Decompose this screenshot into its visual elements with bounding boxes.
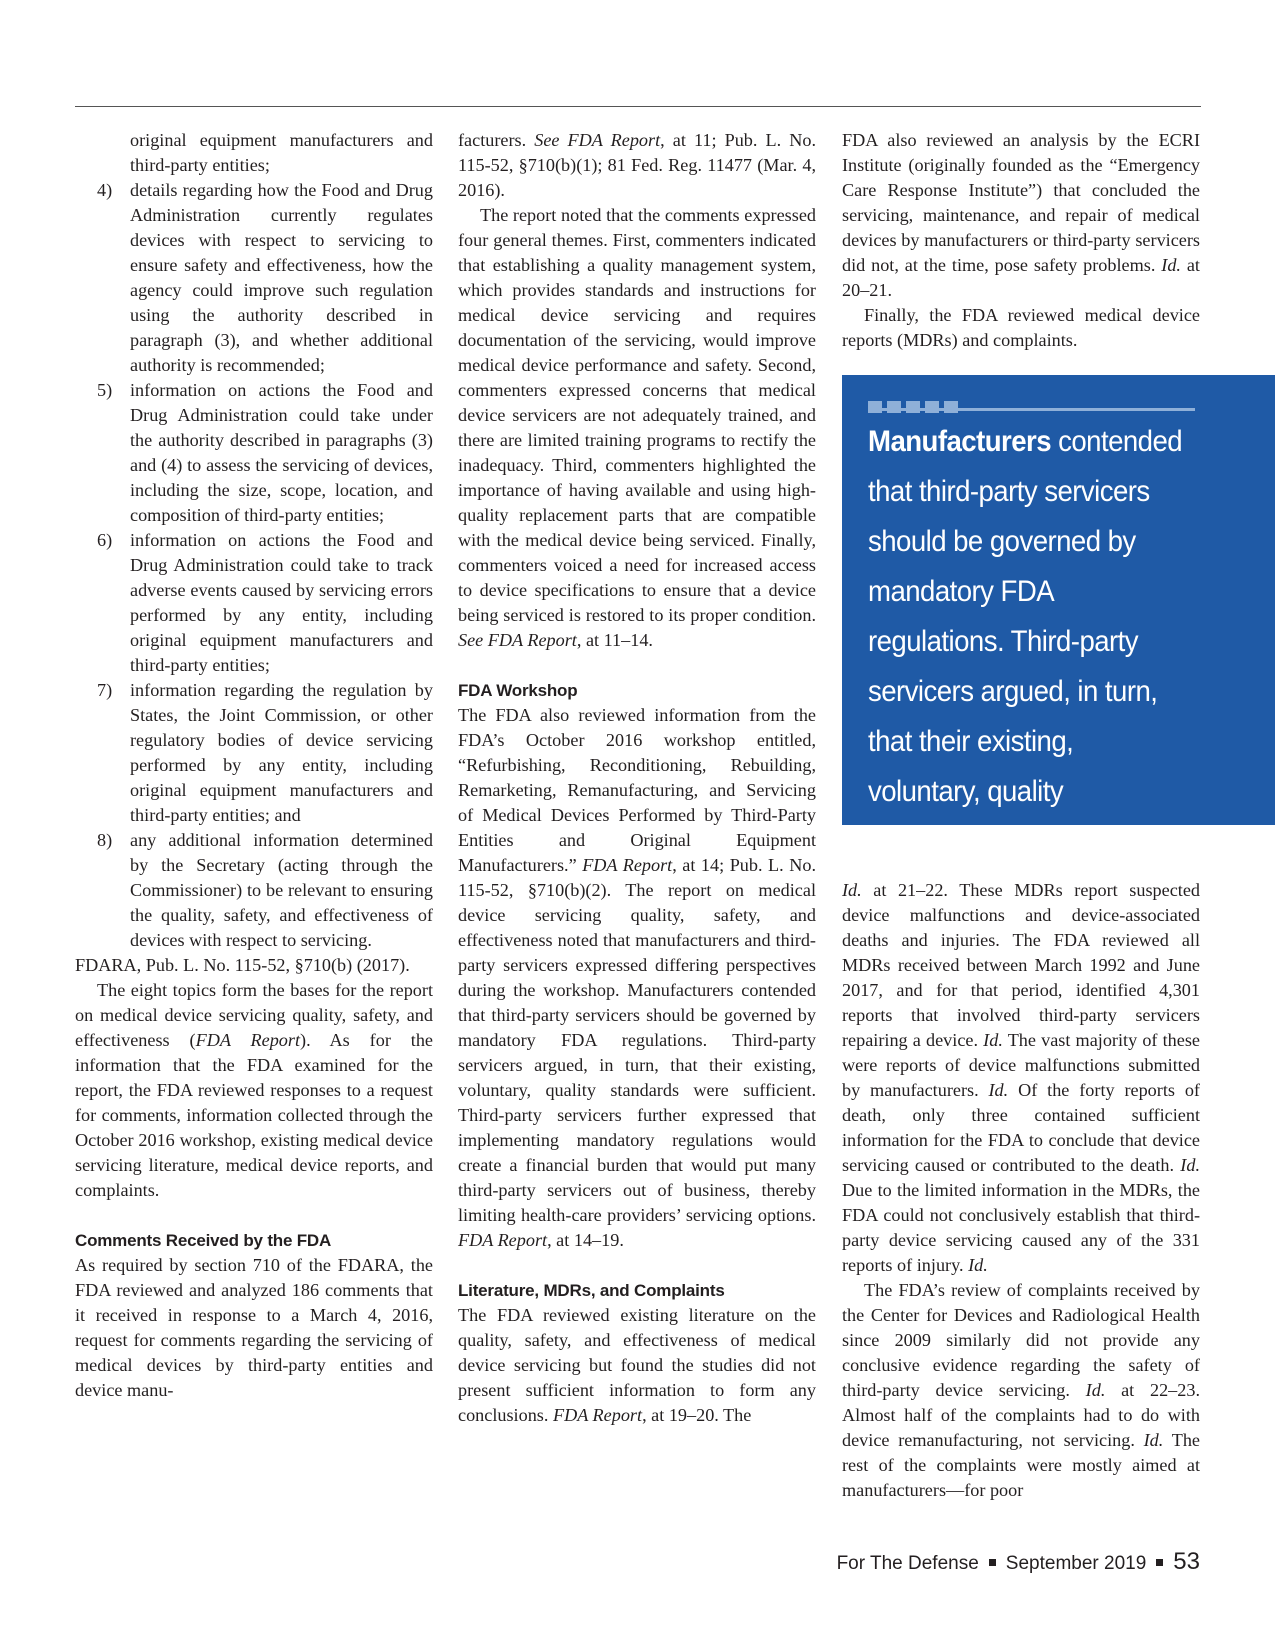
bullet-separator	[1156, 1559, 1163, 1566]
list-item: 6) information on actions the Food and Drug Administration could take to track adverse events caused by servicing errors performed by any entity, including original equipment manufacturers and third-party entities;	[97, 530, 433, 675]
paragraph: The FDA reviewed existing literature on the quality, safety, and effectiveness of medical device servicing but found the studies did not present sufficient information to form any conclusions. FDA Report, at 19–20. The	[458, 1305, 816, 1425]
list-item: 8) any additional information determined by the Secretary (acting through the Commissioner) to be relevant to ensuring the quality, safety, and effectiveness of devices with respect to servicing.	[97, 830, 433, 950]
paragraph: FDA also reviewed an analysis by the ECRI Institute (originally founded as the “Emergency Care Response Institute”) that concluded the servicing, maintenance, and repair of medical devices by manufacturers or third-party servicers did not, at the time, pose safety problems. Id. at 20–21.	[842, 130, 1200, 300]
paragraph: The FDA also reviewed information from the FDA’s October 2016 workshop entitled, “Refurbishing, Reconditioning, Rebuilding, Remarketing, Remanufacturing, and Servicing of Medical Devices Performed by Third-Party Entities and Original Equipment Manufacturers.” FDA Report, at 14; Pub. L. No. 115-52, §710(b)(2). The report on medical device servicing quality, safety, and effectiveness noted that manufacturers and third-party servicers expressed differing perspectives during the workshop. Manufacturers contended that third-party servicers should be governed by mandatory FDA regulations. Third-party servicers argued, in turn, that their existing, voluntary, quality standards were sufficient. Third-party servicers further expressed that implementing mandatory regulations would create a financial burden that would put many third-party servicers out of business, thereby limiting health-care providers’ servicing options. FDA Report, at 14–19.	[458, 705, 816, 1250]
page-footer	[837, 1548, 1200, 1576]
paragraph: As required by section 710 of the FDARA, the FDA reviewed and analyzed 186 comments that it received in response to a March 4, 2016, request for comments regarding the servicing of medical devices by third-party entities and device manu-	[75, 1255, 433, 1400]
column-3-bottom	[842, 878, 1200, 1503]
paragraph: Id. at 21–22. These MDRs report suspected device malfunctions and device-associated deaths and injuries. The FDA reviewed all MDRs received between March 1992 and June 2017, and for that period, identified 4,301 reports that involved third-party servicers repairing a device. Id. The vast majority of these were reports of device malfunctions submitted by manufacturers. Id. Of the forty reports of death, only three contained sufficient information for the FDA to conclude that device servicing caused or contributed to the death. Id. Due to the limited information in the MDRs, the FDA could not conclusively establish that third-party device servicing caused any of the 331 reports of injury. Id.	[842, 880, 1200, 1275]
list-item: 4) details regarding how the Food and Drug Administration currently regulates devices with respect to servicing to ensure safety and effectiveness, how the agency could improve such regulation using the authority described in paragraph (3), and whether additional authority is recommended;	[97, 180, 433, 375]
section-heading-workshop: FDA Workshop	[458, 681, 578, 700]
pull-quote-ornament	[868, 401, 958, 413]
citation: FDARA, Pub. L. No. 115-52, §710(b) (2017).	[75, 955, 410, 975]
column-3-top	[842, 128, 1200, 353]
issue-date: September 2019	[1005, 1553, 1147, 1574]
list-item: 5) information on actions the Food and Drug Administration could take under the authority described in paragraphs (3) and (4) to assess the servicing of devices, including the size, scope, location, and composition of third-party entities;	[97, 380, 433, 525]
column-1	[75, 128, 433, 1403]
numbered-list	[75, 178, 433, 953]
paragraph: The report noted that the comments expressed four general themes. First, commenters indicated that establishing a quality management system, which provides standards and instructions for medical device servicing and requires documentation of the servicing, would improve medical device performance and safety. Second, commenters expressed concerns that medical device servicers are not adequately trained, and there are limited training programs to rectify the inadequacy. Third, commenters highlighted the importance of having available and using high-quality replacement parts that are compatible with the medical device being serviced. Finally, commenters voiced a need for increased access to device specifications to ensure that a device being serviced is restored to its proper condition. See FDA Report, at 11–14.	[458, 205, 816, 650]
publication-name: For The Defense	[836, 1553, 979, 1574]
pull-quote-text: Manufacturers contended that third-party servicers should be governed by mandatory FDA regulations. Third-party servicers argued, in turn, that their existing, voluntary, quality standards were sufficient.	[868, 425, 1183, 858]
list-item: 7) information regarding the regulation by States, the Joint Commission, or other regulatory bodies of device servicing performed by any entity, including original equipment manufacturers and third-party entities; and	[97, 680, 433, 825]
pull-quote	[842, 375, 1275, 858]
paragraph: facturers. See FDA Report, at 11; Pub. L. No. 115-52, §710(b)(1); 81 Fed. Reg. 11477 (Mar. 4, 2016).	[458, 130, 816, 200]
page-number: 53	[1173, 1548, 1200, 1575]
section-heading-comments: Comments Received by the FDA	[75, 1231, 332, 1250]
paragraph: The FDA’s review of complaints received by the Center for Devices and Radiological Health since 2009 similarly did not provide any conclusive evidence regarding the safety of third-party device servicing. Id. at 22–23. Almost half of the complaints had to do with device remanufacturing, not servicing. Id. The rest of the complaints were mostly aimed at manufacturers—for poor	[842, 1280, 1201, 1500]
header-rule	[75, 106, 1201, 107]
bullet-separator	[989, 1559, 996, 1566]
paragraph: The eight topics form the bases for the report on medical device servicing quality, safety, and effectiveness (FDA Report). As for the information that the FDA examined for the report, the FDA reviewed responses to a request for comments, information collected through the October 2016 workshop, existing medical device servicing literature, medical device reports, and complaints.	[75, 980, 434, 1200]
list-item-3-continuation: original equipment manufacturers and third-party entities;	[130, 130, 433, 175]
column-2	[458, 128, 816, 1428]
section-heading-literature: Literature, MDRs, and Complaints	[458, 1281, 725, 1300]
paragraph: Finally, the FDA reviewed medical device reports (MDRs) and complaints.	[842, 305, 1200, 350]
